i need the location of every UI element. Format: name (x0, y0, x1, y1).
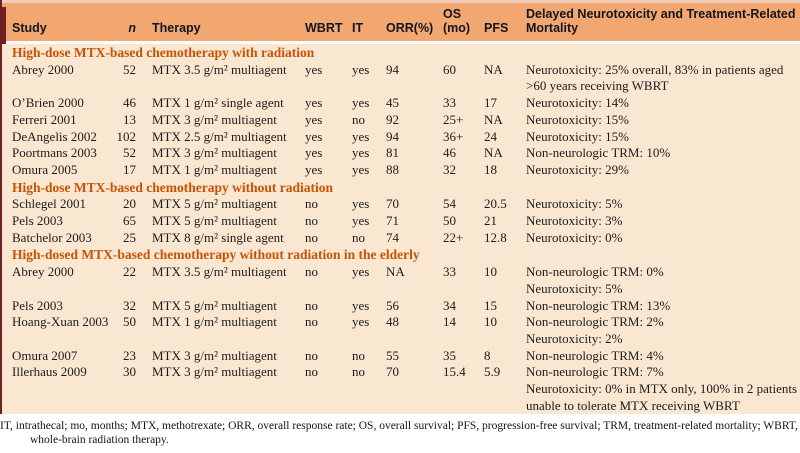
header-row (0, 3, 800, 43)
cell-wbrt: no (292, 264, 340, 297)
table-row (0, 264, 800, 297)
cell-therapy: MTX 3 g/m² multiagent (140, 112, 292, 129)
cell-n: 20 (112, 196, 140, 213)
column-header-os (432, 3, 474, 43)
cell-mortality (518, 62, 800, 95)
cell-os: 32 (432, 162, 474, 179)
footnote-line-2: whole-brain radiation therapy. (30, 434, 169, 447)
cell-wbrt: no (292, 314, 340, 347)
cell-study: O’Brien 2000 (0, 95, 112, 112)
cell-wbrt: yes (292, 95, 340, 112)
cell-therapy: MTX 5 g/m² multiagent (140, 298, 292, 315)
table-row (0, 213, 800, 230)
cell-it: yes (340, 95, 374, 112)
mortality-line: Neurotoxicity: 5% (526, 196, 623, 212)
column-header-mortality: Delayed Neurotoxicity and Treatment-Related Mortality (518, 3, 800, 43)
cell-mortality (518, 298, 800, 315)
cell-study: Omura 2007 (0, 348, 112, 365)
cell-wbrt: yes (292, 145, 340, 162)
cell-mortality (518, 129, 800, 146)
cell-therapy: MTX 1 g/m² multiagent (140, 162, 292, 179)
cell-therapy: MTX 3.5 g/m² multiagent (140, 62, 292, 95)
column-header-n: n (112, 3, 140, 43)
cell-study: Pels 2003 (0, 213, 112, 230)
mortality-line: Neurotoxicity: 15% (526, 128, 629, 144)
mortality-line: Non-neurologic TRM: 13% (526, 297, 671, 313)
cell-mortality (518, 314, 800, 347)
table-row (0, 62, 800, 95)
column-header-os-line1: OS (443, 7, 462, 21)
mortality-line: Non-neurologic TRM: 2% (526, 314, 664, 330)
column-header-wbrt: WBRT (292, 3, 340, 43)
cell-mortality (518, 196, 800, 213)
cell-orr: 70 (374, 196, 432, 213)
mortality-line: Non-neurologic TRM: 4% (526, 347, 664, 363)
cell-mortality (518, 112, 800, 129)
cell-wbrt: no (292, 298, 340, 315)
cell-therapy: MTX 1 g/m² multiagent (140, 314, 292, 347)
cell-study: Poortmans 2003 (0, 145, 112, 162)
mortality-line: Neurotoxicity: 2% (526, 330, 623, 346)
cell-mortality (518, 162, 800, 179)
cell-orr: NA (374, 264, 432, 297)
cell-therapy: MTX 3 g/m² multiagent (140, 364, 292, 414)
cell-study: Pels 2003 (0, 298, 112, 315)
table-row (0, 196, 800, 213)
cell-os: 33 (432, 95, 474, 112)
column-header-os-line2: (mo) (443, 21, 471, 35)
cell-os: 22+ (432, 230, 474, 247)
cell-os: 25+ (432, 112, 474, 129)
cell-therapy: MTX 3 g/m² multiagent (140, 145, 292, 162)
cell-n: 13 (112, 112, 140, 129)
table-row (0, 348, 800, 365)
cell-orr: 56 (374, 298, 432, 315)
mortality-line: Neurotoxicity: 5% (526, 280, 623, 296)
cell-it: no (340, 112, 374, 129)
cell-n: 22 (112, 264, 140, 297)
cell-pfs: 20.5 (474, 196, 518, 213)
cell-os: 14 (432, 314, 474, 347)
cell-therapy: MTX 5 g/m² multiagent (140, 196, 292, 213)
cell-study: Abrey 2000 (0, 264, 112, 297)
cell-n: 17 (112, 162, 140, 179)
left-accent-bar (0, 0, 2, 414)
cell-pfs: 17 (474, 95, 518, 112)
cell-n: 50 (112, 314, 140, 347)
cell-mortality (518, 145, 800, 162)
cell-orr: 88 (374, 162, 432, 179)
cell-orr: 48 (374, 314, 432, 347)
cell-study: Schlegel 2001 (0, 196, 112, 213)
cell-it: yes (340, 314, 374, 347)
cell-n: 102 (112, 129, 140, 146)
cell-mortality (518, 95, 800, 112)
cell-it: yes (340, 129, 374, 146)
header-accent-bar (0, 7, 6, 44)
cell-therapy: MTX 8 g/m² single agent (140, 230, 292, 247)
footnote-line-1: IT, intrathecal; mo, months; MTX, methotrexate; ORR, overall response rate; OS, overall survival; PFS, progression-free survival; TRM, treatment-related mortality; WBRT, (0, 420, 798, 433)
cell-os: 34 (432, 298, 474, 315)
cell-it: yes (340, 298, 374, 315)
cell-orr: 71 (374, 213, 432, 230)
mortality-line: Non-neurologic TRM: 10% (526, 145, 671, 161)
cell-n: 32 (112, 298, 140, 315)
cell-os: 33 (432, 264, 474, 297)
cell-wbrt: no (292, 348, 340, 365)
cell-study: Omura 2005 (0, 162, 112, 179)
cell-orr: 74 (374, 230, 432, 247)
abbreviations-footnote (0, 419, 800, 447)
cell-study: Ferreri 2001 (0, 112, 112, 129)
cell-n: 23 (112, 348, 140, 365)
table-header (0, 3, 800, 43)
cell-orr: 70 (374, 364, 432, 414)
cell-pfs: NA (474, 62, 518, 95)
cell-n: 65 (112, 213, 140, 230)
cell-os: 35 (432, 348, 474, 365)
table-row (0, 230, 800, 247)
table-row (0, 112, 800, 129)
cell-orr: 94 (374, 129, 432, 146)
table-body (0, 43, 800, 415)
cell-n: 52 (112, 145, 140, 162)
mortality-line: Neurotoxicity: 25% overall, 83% in patients aged >60 years receiving WBRT (526, 61, 784, 94)
table-row (0, 314, 800, 347)
mortality-line: Non-neurologic TRM: 7% (526, 364, 664, 380)
table-row (0, 298, 800, 315)
cell-it: no (340, 230, 374, 247)
cell-it: yes (340, 145, 374, 162)
table-row (0, 129, 800, 146)
cell-therapy: MTX 3.5 g/m² multiagent (140, 264, 292, 297)
cell-therapy: MTX 5 g/m² multiagent (140, 213, 292, 230)
cell-it: yes (340, 264, 374, 297)
cell-wbrt: yes (292, 162, 340, 179)
cell-pfs: 18 (474, 162, 518, 179)
column-header-pfs: PFS (474, 3, 518, 43)
cell-orr: 45 (374, 95, 432, 112)
section-heading: High-dose MTX-based chemotherapy without radiation (0, 179, 800, 197)
column-header-it: IT (340, 3, 374, 43)
cell-mortality (518, 348, 800, 365)
cell-study: Illerhaus 2009 (0, 364, 112, 414)
cell-pfs: NA (474, 112, 518, 129)
cell-os: 54 (432, 196, 474, 213)
cell-study: Batchelor 2003 (0, 230, 112, 247)
cell-os: 46 (432, 145, 474, 162)
cell-it: no (340, 364, 374, 414)
cell-pfs: 12.8 (474, 230, 518, 247)
cell-os: 15.4 (432, 364, 474, 414)
cell-orr: 55 (374, 348, 432, 365)
cell-wbrt: no (292, 230, 340, 247)
cell-os: 60 (432, 62, 474, 95)
cell-wbrt: yes (292, 129, 340, 146)
cell-pfs: 10 (474, 264, 518, 297)
cell-therapy: MTX 2.5 g/m² multiagent (140, 129, 292, 146)
cell-pfs: 24 (474, 129, 518, 146)
mortality-line: Neurotoxicity: 15% (526, 111, 629, 127)
column-header-therapy: Therapy (140, 3, 292, 43)
cell-orr: 94 (374, 62, 432, 95)
cell-study: Abrey 2000 (0, 62, 112, 95)
cell-it: yes (340, 196, 374, 213)
cell-therapy: MTX 1 g/m² single agent (140, 95, 292, 112)
cell-wbrt: no (292, 196, 340, 213)
cell-n: 52 (112, 62, 140, 95)
cell-pfs: 15 (474, 298, 518, 315)
cell-n: 46 (112, 95, 140, 112)
column-header-study: Study (0, 3, 112, 43)
cell-orr: 81 (374, 145, 432, 162)
cell-study: DeAngelis 2002 (0, 129, 112, 146)
cell-study: Hoang-Xuan 2003 (0, 314, 112, 347)
cell-pfs: 8 (474, 348, 518, 365)
table-row (0, 95, 800, 112)
cell-mortality (518, 264, 800, 297)
mortality-line: Neurotoxicity: 14% (526, 95, 629, 111)
section-heading: High-dose MTX-based chemotherapy with radiation (0, 43, 800, 62)
table-row (0, 364, 800, 414)
table-row (0, 145, 800, 162)
table-row (0, 162, 800, 179)
cell-therapy: MTX 3 g/m² multiagent (140, 348, 292, 365)
cell-it: yes (340, 162, 374, 179)
study-table (0, 3, 800, 414)
mortality-line: Neurotoxicity: 0% in MTX only, 100% in 2 patients unable to tolerate MTX receiving WBRT (526, 381, 798, 413)
cell-pfs: 21 (474, 213, 518, 230)
cell-mortality (518, 364, 800, 414)
section-heading: High-dosed MTX-based chemotherapy without radiation in the elderly (0, 246, 800, 264)
section-heading-row (0, 179, 800, 197)
section-heading-row (0, 246, 800, 264)
cell-wbrt: yes (292, 112, 340, 129)
column-header-orr: ORR(%) (374, 3, 432, 43)
cell-it: no (340, 348, 374, 365)
cell-n: 30 (112, 364, 140, 414)
cell-pfs: NA (474, 145, 518, 162)
cell-mortality (518, 230, 800, 247)
cell-it: yes (340, 62, 374, 95)
cell-wbrt: yes (292, 62, 340, 95)
cell-os: 36+ (432, 129, 474, 146)
mortality-line: Neurotoxicity: 3% (526, 213, 623, 229)
cell-wbrt: no (292, 364, 340, 414)
cell-wbrt: no (292, 213, 340, 230)
mortality-line: Neurotoxicity: 0% (526, 229, 623, 245)
cell-n: 25 (112, 230, 140, 247)
cell-pfs: 5.9 (474, 364, 518, 414)
mortality-line: Neurotoxicity: 29% (526, 161, 629, 177)
cell-pfs: 10 (474, 314, 518, 347)
cell-orr: 92 (374, 112, 432, 129)
mortality-line: Non-neurologic TRM: 0% (526, 264, 664, 280)
cell-os: 50 (432, 213, 474, 230)
section-heading-row (0, 43, 800, 62)
cell-mortality (518, 213, 800, 230)
cell-it: yes (340, 213, 374, 230)
